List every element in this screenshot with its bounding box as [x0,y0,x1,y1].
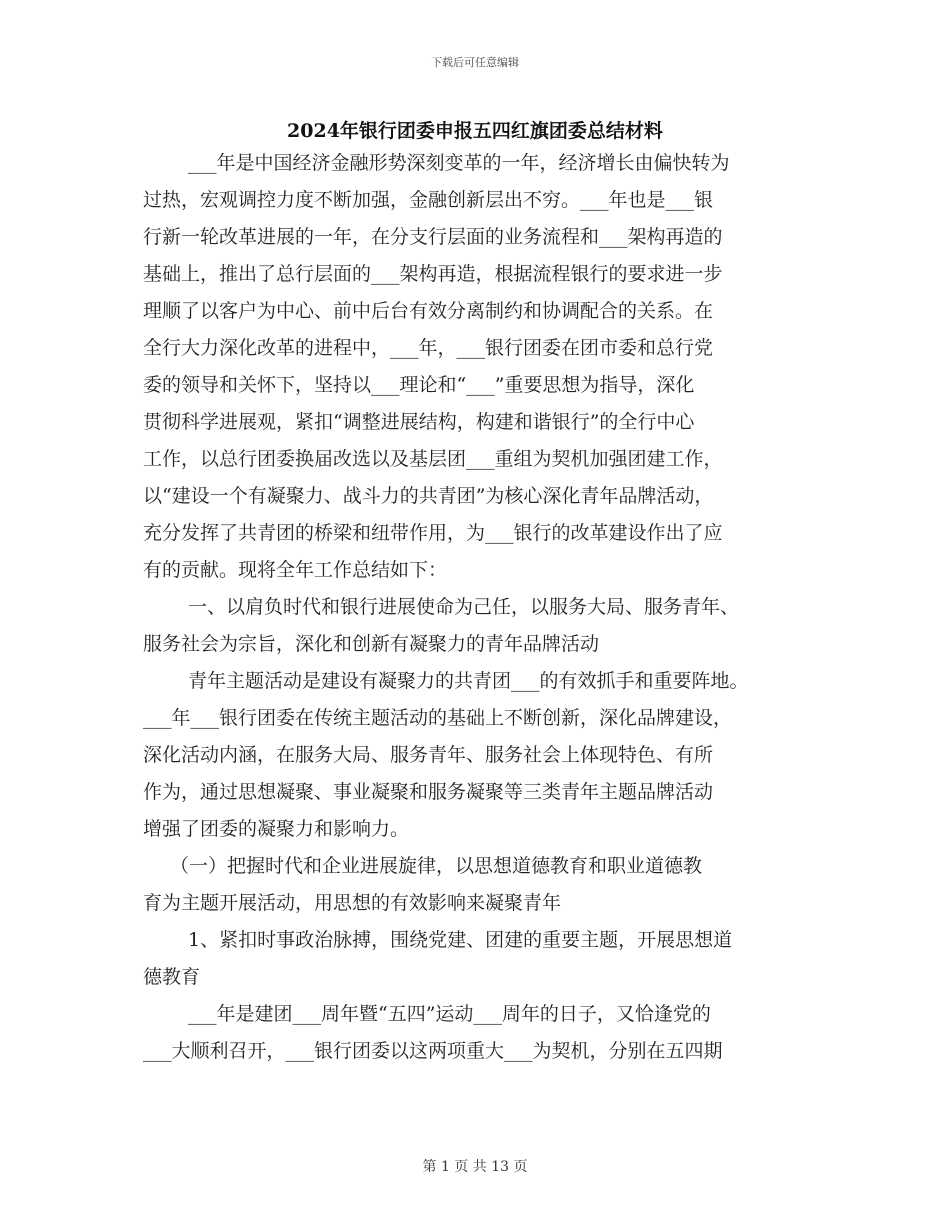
body-line: 有的贡献。现将全年工作总结如下： [143,559,448,581]
body-line: 行新一轮改革进展的一年，在分支行层面的业务流程和___架构再造的 [143,226,723,248]
body-line: 深化活动内涵，在服务大局、服务青年、服务社会上体现特色、有所 [143,744,714,766]
body-line: ___年___银行团委在传统主题活动的基础上不断创新，深化品牌建设， [143,707,733,729]
body-line: 委的领导和关怀下，坚持以___理论和“___”重要思想为指导，深化 [143,374,695,396]
subsection-heading-line: 育为主题开展活动，用思想的有效影响来凝聚青年 [143,892,562,914]
body-line: 基础上，推出了总行层面的___架构再造，根据流程银行的要求进一步 [143,263,723,285]
body-line: 全行大力深化改革的进程中，___年，___银行团委在团市委和总行党 [143,337,714,359]
section-heading-line: 服务社会为宗旨，深化和创新有凝聚力的青年品牌活动 [143,633,600,655]
body-line: ___大顺利召开，___银行团委以这两项重大___为契机，分别在五四期 [143,1040,723,1062]
page-footer: 第 1 页 共 13 页 [422,1159,528,1175]
header-note: 下载后可任意编辑 [431,56,519,69]
body-line: ___年是中国经济金融形势深刻变革的一年，经济增长由偏快转为 [188,152,730,174]
section-heading-line: 一、以肩负时代和银行进展使命为己任，以服务大局、服务青年、 [188,596,740,618]
body-line: 过热，宏观调控力度不断加强，金融创新层出不穷。___年也是___银 [143,189,714,211]
item-heading-line: 德教育 [143,966,201,988]
body-line: ___年是建团___周年暨“五四”运动___周年的日子，又恰逢党的 [188,1003,711,1025]
body-line: 工作，以总行团委换届改选以及基层团___重组为契机加强团建工作， [143,448,723,470]
body-line: 青年主题活动是建设有凝聚力的共青团___的有效抓手和重要阵地。 [188,670,749,692]
body-line: 贯彻科学进展观，紧扣“调整进展结构，构建和谐银行”的全行中心 [143,411,695,433]
body-line: 理顺了以客户为中心、前中后台有效分离制约和协调配合的关系。在 [143,300,714,322]
document-title: 2024年银行团委申报五四红旗团委总结材料 [287,120,663,142]
body-line: 以“建设一个有凝聚力、战斗力的共青团”为核心深化青年品牌活动， [143,485,714,507]
body-line: 增强了团委的凝聚力和影响力。 [143,818,410,840]
body-line: 充分发挥了共青团的桥梁和纽带作用，为___银行的改革建设作出了应 [143,522,723,544]
item-heading-line: 1、紧扣时事政治脉搏，围绕党建、团建的重要主题，开展思想道 [188,929,733,951]
subsection-heading-line: （一）把握时代和企业进展旋律，以思想道德教育和职业道德教 [170,855,703,877]
body-line: 作为，通过思想凝聚、事业凝聚和服务凝聚等三类青年主题品牌活动 [143,781,714,803]
